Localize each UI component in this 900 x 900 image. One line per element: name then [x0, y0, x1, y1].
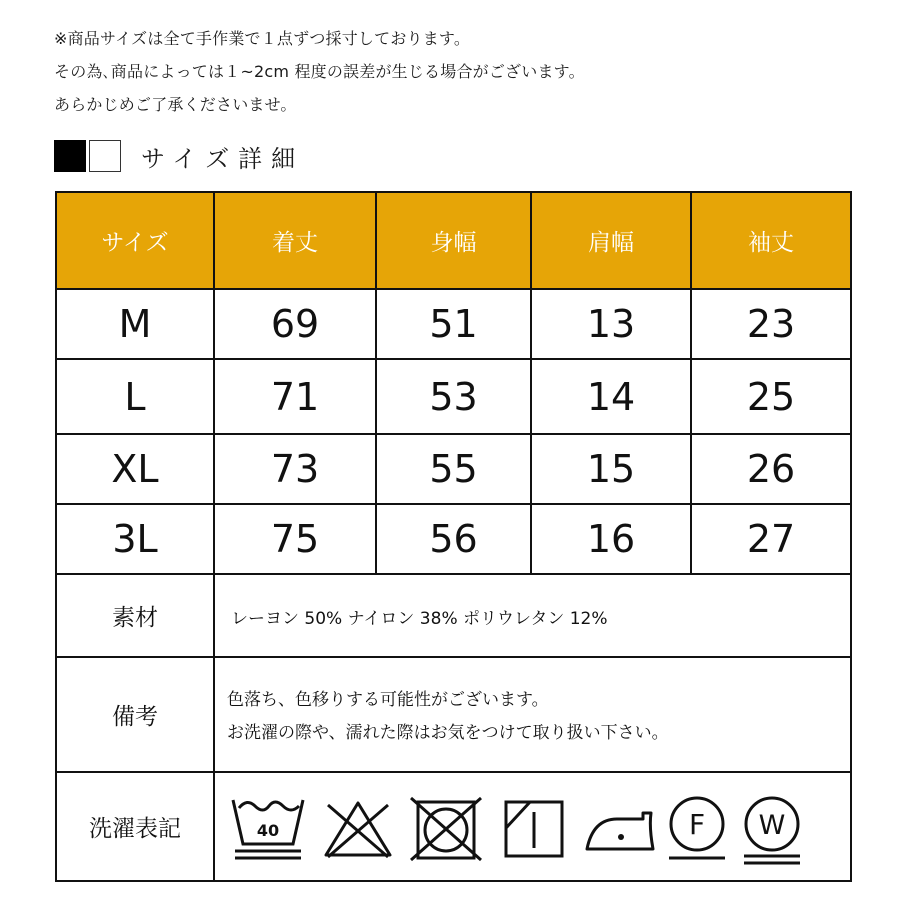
remarks-line: お洗濯の際や、濡れた際はお気をつけて取り扱い下さい。 [227, 723, 669, 743]
header-label: 袖丈 [748, 230, 794, 256]
size-label: 3L [112, 517, 158, 561]
header-size [57, 193, 213, 288]
header-sleeve [692, 193, 850, 288]
row-label: 備考 [112, 704, 158, 730]
table-cell [532, 290, 690, 358]
cell-value: 13 [586, 302, 636, 346]
table-cell [215, 435, 375, 503]
cell-value: 25 [746, 374, 796, 419]
header-label: サイズ [101, 230, 169, 256]
table-cell [215, 360, 375, 433]
size-label: L [124, 374, 146, 419]
cell-value: 55 [429, 447, 478, 491]
care-label [57, 773, 213, 880]
table-row [57, 360, 213, 433]
table-cell [377, 505, 530, 573]
size-label: M [118, 302, 152, 346]
cell-value: 69 [270, 302, 320, 346]
wash-40-icon [229, 794, 307, 864]
wet-clean-letter: W [758, 810, 786, 841]
remarks-label [57, 658, 213, 771]
section-title: サイズ詳細 [141, 144, 305, 173]
wash-temperature: 40 [256, 821, 280, 840]
table-cell [377, 360, 530, 433]
cell-value: 26 [746, 447, 796, 491]
table-cell [692, 435, 850, 503]
cell-value: 56 [429, 517, 478, 561]
cell-value: 27 [746, 517, 796, 561]
cell-value: 14 [586, 374, 636, 419]
header-length [215, 193, 375, 288]
table-cell [692, 290, 850, 358]
table-cell [692, 360, 850, 433]
header-label: 身幅 [430, 230, 477, 256]
table-cell [377, 435, 530, 503]
dry-clean-letter: F [688, 808, 706, 841]
cell-value: 75 [270, 517, 320, 561]
black-square-icon [54, 140, 86, 172]
remarks-line: 色落ち、色移りする可能性がございます。 [227, 690, 549, 710]
header-shoulder [532, 193, 690, 288]
table-cell [215, 290, 375, 358]
cell-value: 16 [586, 517, 636, 561]
table-cell [532, 435, 690, 503]
table-cell [532, 505, 690, 573]
material-value: レーヨン 50% ナイロン 38% ポリウレタン 12% [231, 609, 608, 629]
header-label: 肩幅 [588, 230, 634, 256]
dry-clean-f-icon [665, 794, 729, 864]
note-line: あらかじめご了承くださいませ。 [54, 95, 297, 114]
table-cell [215, 505, 375, 573]
size-table [55, 191, 852, 882]
header-label: 着丈 [272, 230, 318, 256]
cell-value: 73 [270, 447, 320, 491]
size-notes [54, 22, 585, 121]
cell-value: 71 [270, 374, 320, 419]
note-line: ※商品サイズは全て手作業で１点ずつ採寸しております。 [54, 29, 471, 48]
cell-value: 23 [746, 302, 796, 346]
white-square-icon [89, 140, 121, 172]
cell-value: 51 [429, 302, 478, 346]
row-label: 素材 [112, 605, 158, 631]
section-heading [54, 139, 304, 173]
iron-low-icon [583, 805, 661, 859]
line-dry-shade-icon [502, 798, 566, 860]
note-line: その為､商品によっては１~2cm 程度の誤差が生じる場合がございます。 [54, 62, 585, 81]
table-cell [377, 290, 530, 358]
table-row [57, 435, 213, 503]
material-label [57, 575, 213, 656]
header-width [377, 193, 530, 288]
size-label: XL [111, 447, 159, 491]
row-label: 洗濯表記 [89, 816, 181, 842]
table-row [57, 505, 213, 573]
wet-clean-w-icon [740, 794, 804, 866]
table-cell [532, 360, 690, 433]
cell-value: 53 [429, 374, 478, 419]
cell-value: 15 [586, 447, 636, 491]
table-row [57, 290, 213, 358]
no-tumble-dry-icon [408, 796, 484, 862]
table-cell [692, 505, 850, 573]
no-bleach-icon [322, 797, 394, 861]
